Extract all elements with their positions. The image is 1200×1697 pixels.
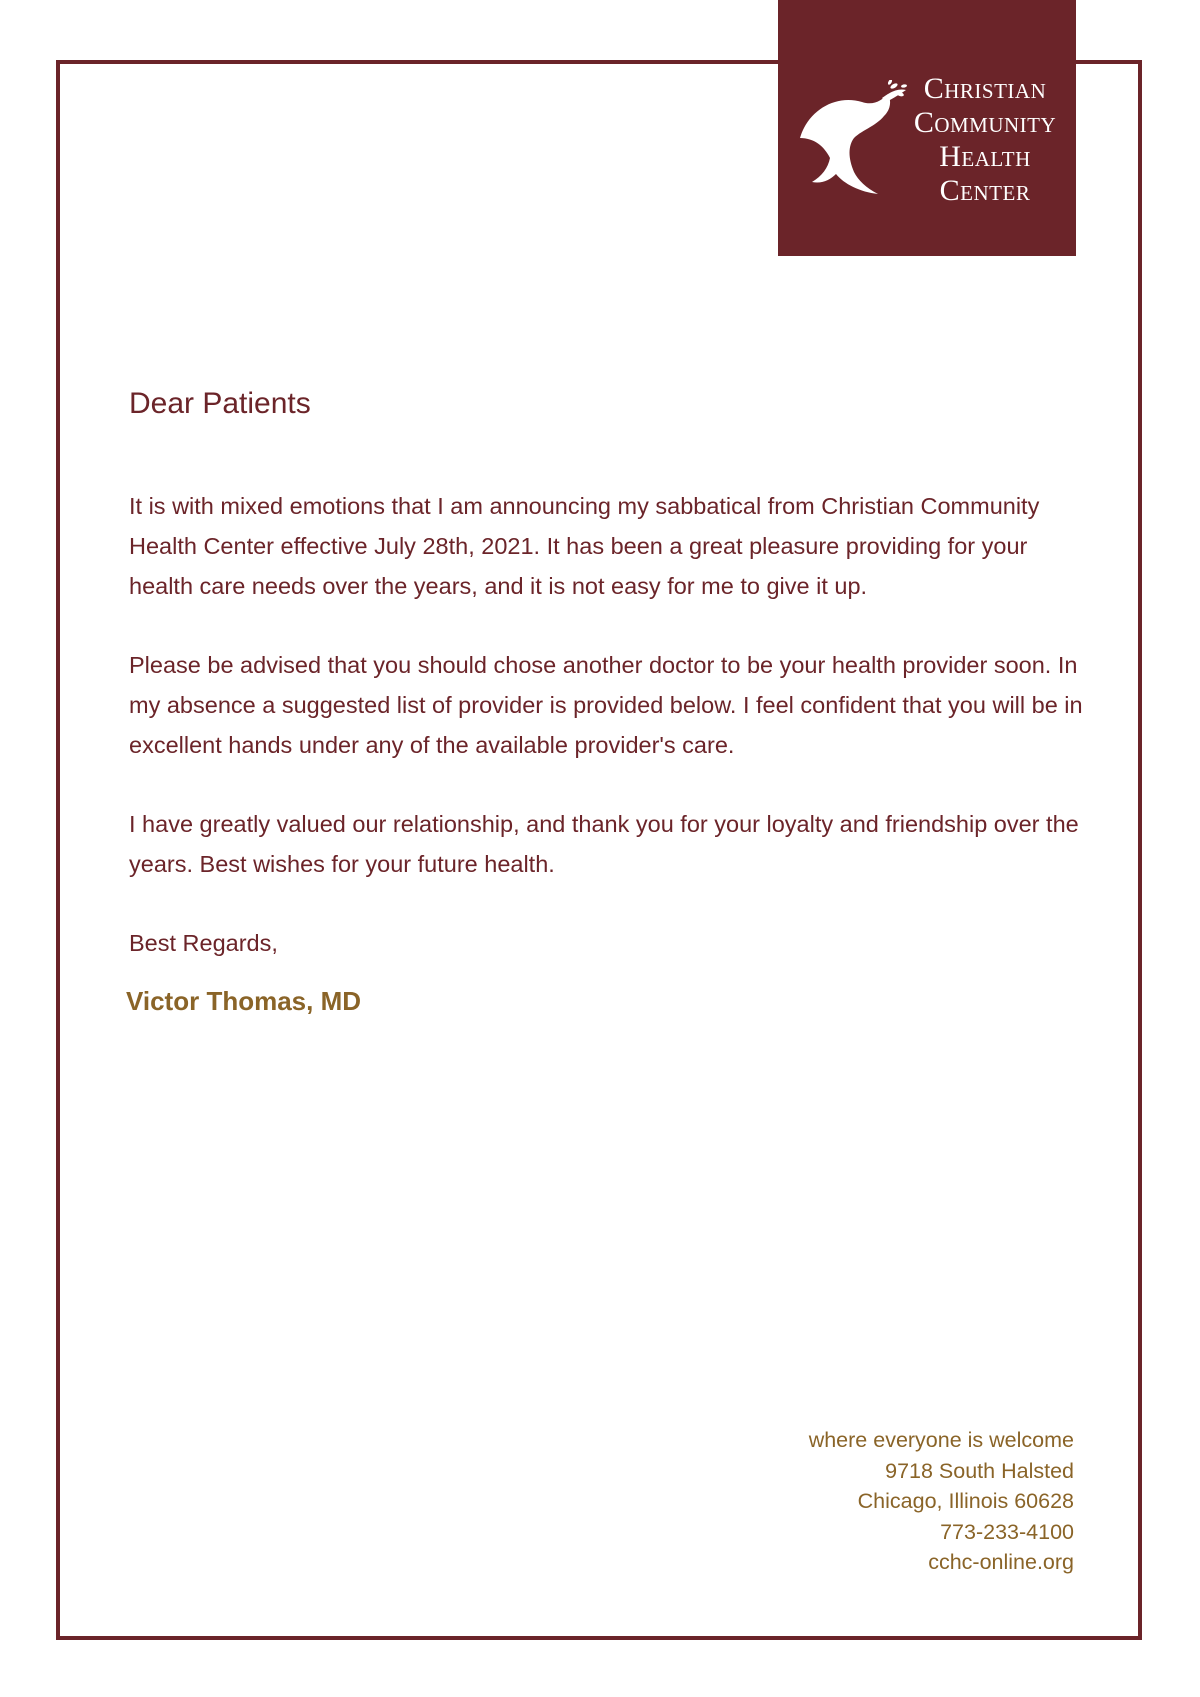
paragraph: I have greatly valued our relationship, and thank you for your loyalty and friendship over the years. Best wishes for your future health. bbox=[129, 811, 1079, 877]
footer-tagline: where everyone is welcome bbox=[808, 1428, 1074, 1452]
letter-body bbox=[126, 384, 1085, 1019]
logo-wordmark bbox=[900, 72, 1070, 208]
logo-line: Community bbox=[913, 106, 1057, 139]
paragraph: Please be advised that you should chose another doctor to be your health provider soon. In my absence a suggested list of provider is provided below. I feel confident that you will be in excellent hands under any of the available provider's care. bbox=[129, 652, 1083, 758]
footer-website: cchc-online.org bbox=[928, 1550, 1074, 1574]
footer-address bbox=[809, 1425, 1074, 1578]
logo-line: Christian bbox=[923, 72, 1047, 105]
signature: Victor Thomas, MD bbox=[126, 986, 362, 1016]
closing: Best Regards, bbox=[129, 930, 278, 956]
logo-line: Center bbox=[939, 174, 1031, 207]
footer-city: Chicago, Illinois 60628 bbox=[857, 1489, 1074, 1513]
paragraph: It is with mixed emotions that I am announcing my sabbatical from Christian Community Health Center effective July 28th, 2021. It has been a great pleasure providing for your health care needs over the years, and it is not easy for me to give it up. bbox=[129, 493, 1040, 599]
salutation: Dear Patients bbox=[129, 387, 311, 420]
dove-with-olive-branch-icon bbox=[796, 80, 908, 196]
logo bbox=[778, 0, 1076, 256]
footer-phone: 773-233-4100 bbox=[940, 1519, 1074, 1544]
logo-line: Health bbox=[939, 140, 1031, 173]
footer-street: 9718 South Halsted bbox=[885, 1458, 1074, 1483]
